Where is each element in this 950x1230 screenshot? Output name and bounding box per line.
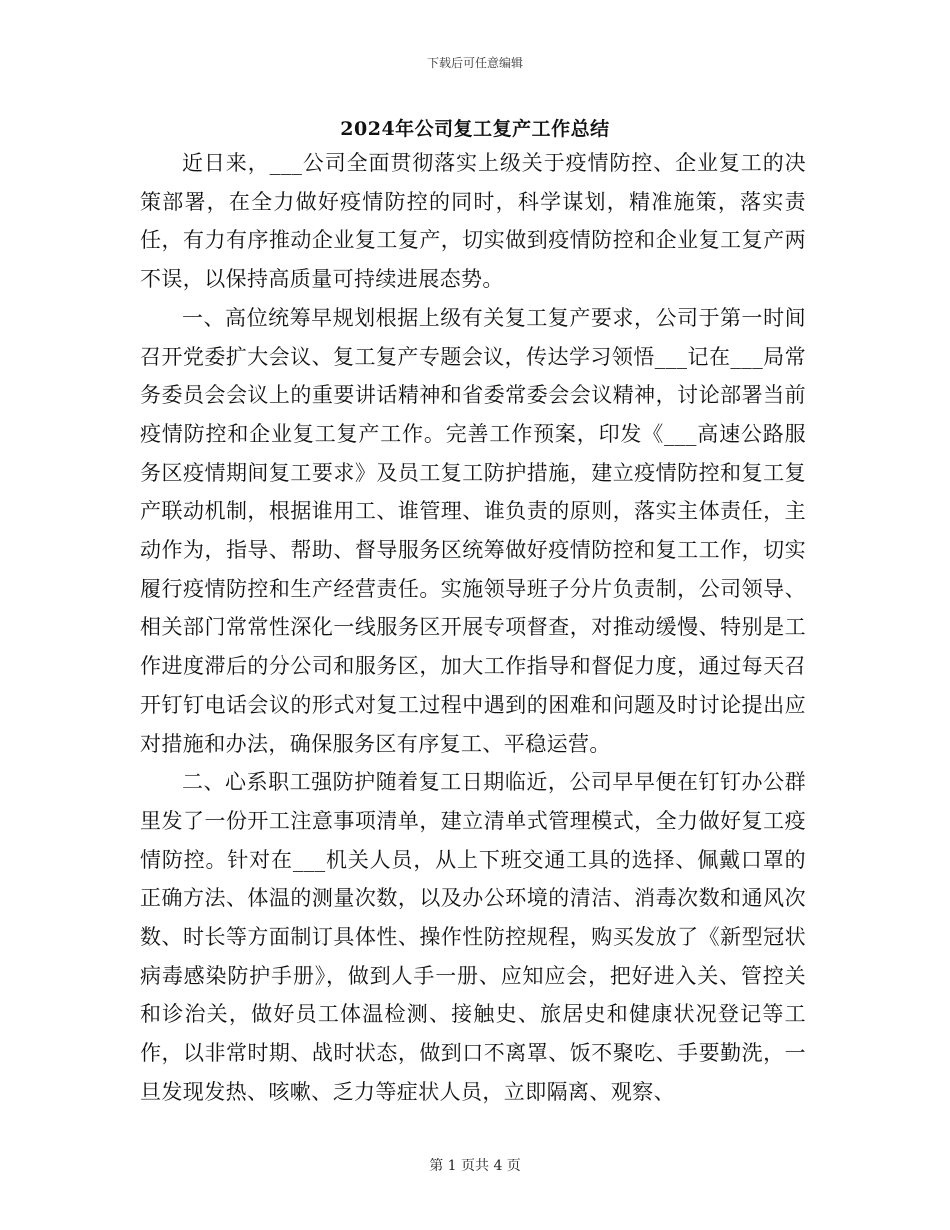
paragraph-section-2: 二、心系职工强防护随着复工日期临近，公司早早便在钉钉办公群里发了一份开工注意事项清单，建立清单式管理模式，全力做好复工疫情防控。针对在___机关人员，从上下班交通工具的选择、佩戴口罩的正确方法、体温的测量次数，以及办公环境的清洁、消毒次数和通风次数、时长等方面制订具体性、操作性防控规程，购买发放了《新型冠状病毒感染防护手册》，做到人手一册、应知应会，把好进入关、管控关和诊治关，做好员工体温检测、接触史、旅居史和健康状况登记等工作，以非常时期、战时状态，做到口不离罩、饭不聚吃、手要勤洗，一旦发现发热、咳嗽、乏力等症状人员，立即隔离、观察、	[140, 770, 806, 1104]
document-title: 2024年公司复工复产工作总结	[340, 118, 610, 140]
paragraph-section-1: 一、高位统筹早规划根据上级有关复工复产要求，公司于第一时间召开党委扩大会议、复工复产专题会议，传达学习领悟___记在___局常务委员会会议上的重要讲话精神和省委常委会会议精神，讨论部署当前疫情防控和企业复工复产工作。完善工作预案，印发《___高速公路服务区疫情期间复工要求》及员工复工防护措施，建立疫情防控和复工复产联动机制，根据谁用工、谁管理、谁负责的原则，落实主体责任，主动作为，指导、帮助、督导服务区统筹做好疫情防控和复工工作，切实履行疫情防控和生产经营责任。实施领导班子分片负责制，公司领导、相关部门常常性深化一线服务区开展专项督查，对推动缓慢、特别是工作进度滞后的分公司和服务区，加大工作指导和督促力度，通过每天召开钉钉电话会议的形式对复工过程中遇到的困难和问题及时讨论提出应对措施和办法，确保服务区有序复工、平稳运营。	[140, 305, 806, 756]
document-body	[140, 144, 806, 1112]
page-header-note: 下载后可任意编辑	[426, 56, 523, 70]
paragraph-intro: 近日来，___公司全面贯彻落实上级关于疫情防控、企业复工的决策部署，在全力做好疫情防控的同时，科学谋划，精准施策，落实责任，有力有序推动企业复工复产，切实做到疫情防控和企业复工复产两不误，以保持高质量可持续进展态势。	[140, 151, 806, 292]
page-number: 第 1 页共 4 页	[429, 1158, 521, 1174]
